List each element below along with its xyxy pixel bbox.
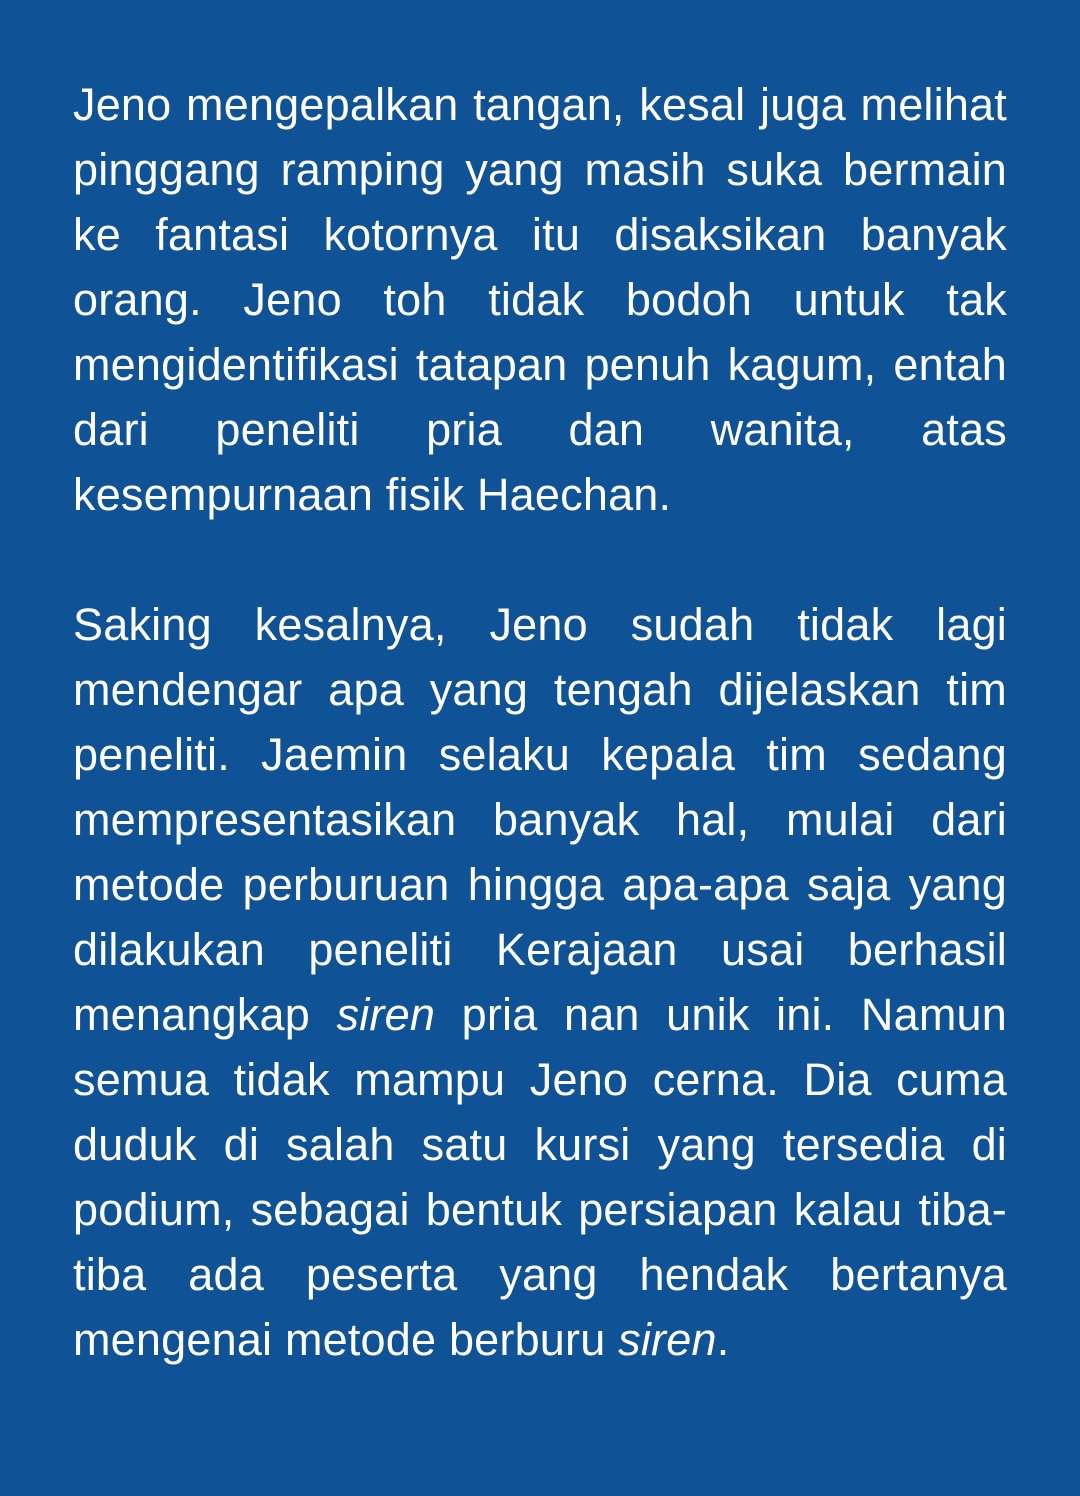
paragraph-2 <box>73 592 1007 1372</box>
paragraph-1: Jeno mengepalkan tangan, kesal juga melihat pinggang ramping yang masih suka bermain ke fantasi kotornya itu disaksikan banyak orang. Jeno toh tidak bodoh untuk tak mengidentifikasi tatapan penuh kagum, entah dari peneliti pria dan wanita, atas kesempurnaan fisik Haechan. <box>73 79 1007 520</box>
italic-term-siren-2: siren <box>618 1314 717 1365</box>
paragraph-2-text-c: . <box>716 1314 730 1365</box>
paragraph-2-text-b: pria nan unik ini. Namun semua tidak mampu Jeno cerna. Dia cuma duduk di salah satu kursi yang tersedia di podium, sebagai bentuk persiapan kalau tiba-tiba ada peserta yang hendak bertanya mengenai metode berburu <box>73 989 1007 1365</box>
paragraph-2-text-a: Saking kesalnya, Jeno sudah tidak lagi mendengar apa yang tengah dijelaskan tim peneliti. Jaemin selaku kepala tim sedang mempresentasikan banyak hal, mulai dari metode perburuan hingga apa-apa saja yang dilakukan peneliti Kerajaan usai berhasil menangkap <box>73 599 1007 1040</box>
italic-term-siren: siren <box>336 989 436 1040</box>
